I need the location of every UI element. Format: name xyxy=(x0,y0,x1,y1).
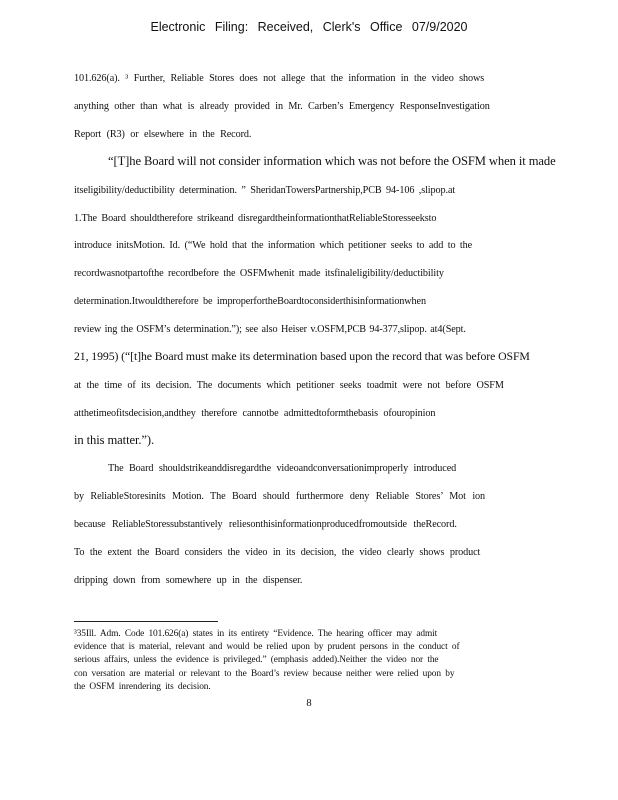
footnote-line-4: con versation are material or relevant to the Board’s review because neither were relied upon by xyxy=(74,669,455,679)
footnote-line-3: serious affairs, unless the evidence is privileged.” (emphasis added).Neither the video nor the xyxy=(74,655,439,665)
body-line-2: anything other than what is already provided in Mr. Carben’s Emergency ResponseInvestigation xyxy=(74,101,490,112)
body-line-11: 21, 1995) (“[t]he Board must make its determination based upon the record that was before OSFM xyxy=(74,349,530,363)
body-line-17: because ReliableStoressubstantively reliesonthisinformationproducedfromoutside theRecord. xyxy=(74,519,457,530)
body-line-15: The Board shouldstrikeanddisregardthe videoandconversationimproperly introduced xyxy=(108,463,457,474)
body-line-16: by ReliableStoresinits Motion. The Board should furthermore deny Reliable Stores’ Mot ion xyxy=(74,491,486,502)
body-line-5: itseligibility/deductibility determination. ” SheridanTowersPartnership,PCB 94-106 ,slipop.at xyxy=(74,185,456,196)
body-line-14: in this matter.”). xyxy=(74,433,155,447)
body-line-4: “[T]he Board will not consider information which was not before the OSFM when it made xyxy=(108,154,556,168)
footnote-divider xyxy=(74,621,218,622)
body-line-18: To the extent the Board considers the video in its decision, the video clearly shows product xyxy=(74,547,481,558)
page-number: 8 xyxy=(306,698,312,709)
body-line-9: determination.Itwouldtherefore be improperfortheBoardtoconsiderthisinformationwhen xyxy=(74,296,426,307)
body-line-19: dripping down from somewhere up in the dispenser. xyxy=(74,575,303,586)
footnote-line-1: ³35Ill. Adm. Code 101.626(a) states in its entirety “Evidence. The hearing officer may admit xyxy=(74,629,438,639)
body-line-10: review ing the OSFM’s determination.”); see also Heiser v.OSFM,PCB 94-377,slipop. at4(Sept. xyxy=(74,324,466,335)
footnote-line-2: evidence that is material, relevant and would be relied upon by prudent persons in the conduct of xyxy=(74,642,460,652)
footnote-line-5: the OSFM inrendering its decision. xyxy=(74,682,211,692)
body-line-8: recordwasnotpartofthe recordbefore the OSFMwhenit made itsfinaleligibility/deductibility xyxy=(74,268,444,279)
body-line-6: 1.The Board shouldtherefore strikeand disregardtheinformationthatReliableStoresseeksto xyxy=(74,213,437,224)
body-line-13: atthetimeofitsdecision,andthey therefore cannotbe admittedtoformthebasis ofouropinion xyxy=(74,408,436,419)
body-line-12: at the time of its decision. The documents which petitioner seeks toadmit were not before OSFM xyxy=(74,380,504,391)
body-line-3: Report (R3) or elsewhere in the Record. xyxy=(74,129,252,140)
body-line-1: 101.626(a). ³ Further, Reliable Stores does not allege that the information in the video shows xyxy=(74,73,485,84)
body-line-7: introduce initsMotion. Id. (“We hold that the information which petitioner seeks to add to the xyxy=(74,240,473,251)
filing-header: Electronic Filing: Received, Clerk's Office 07/9/2020 xyxy=(150,20,468,34)
